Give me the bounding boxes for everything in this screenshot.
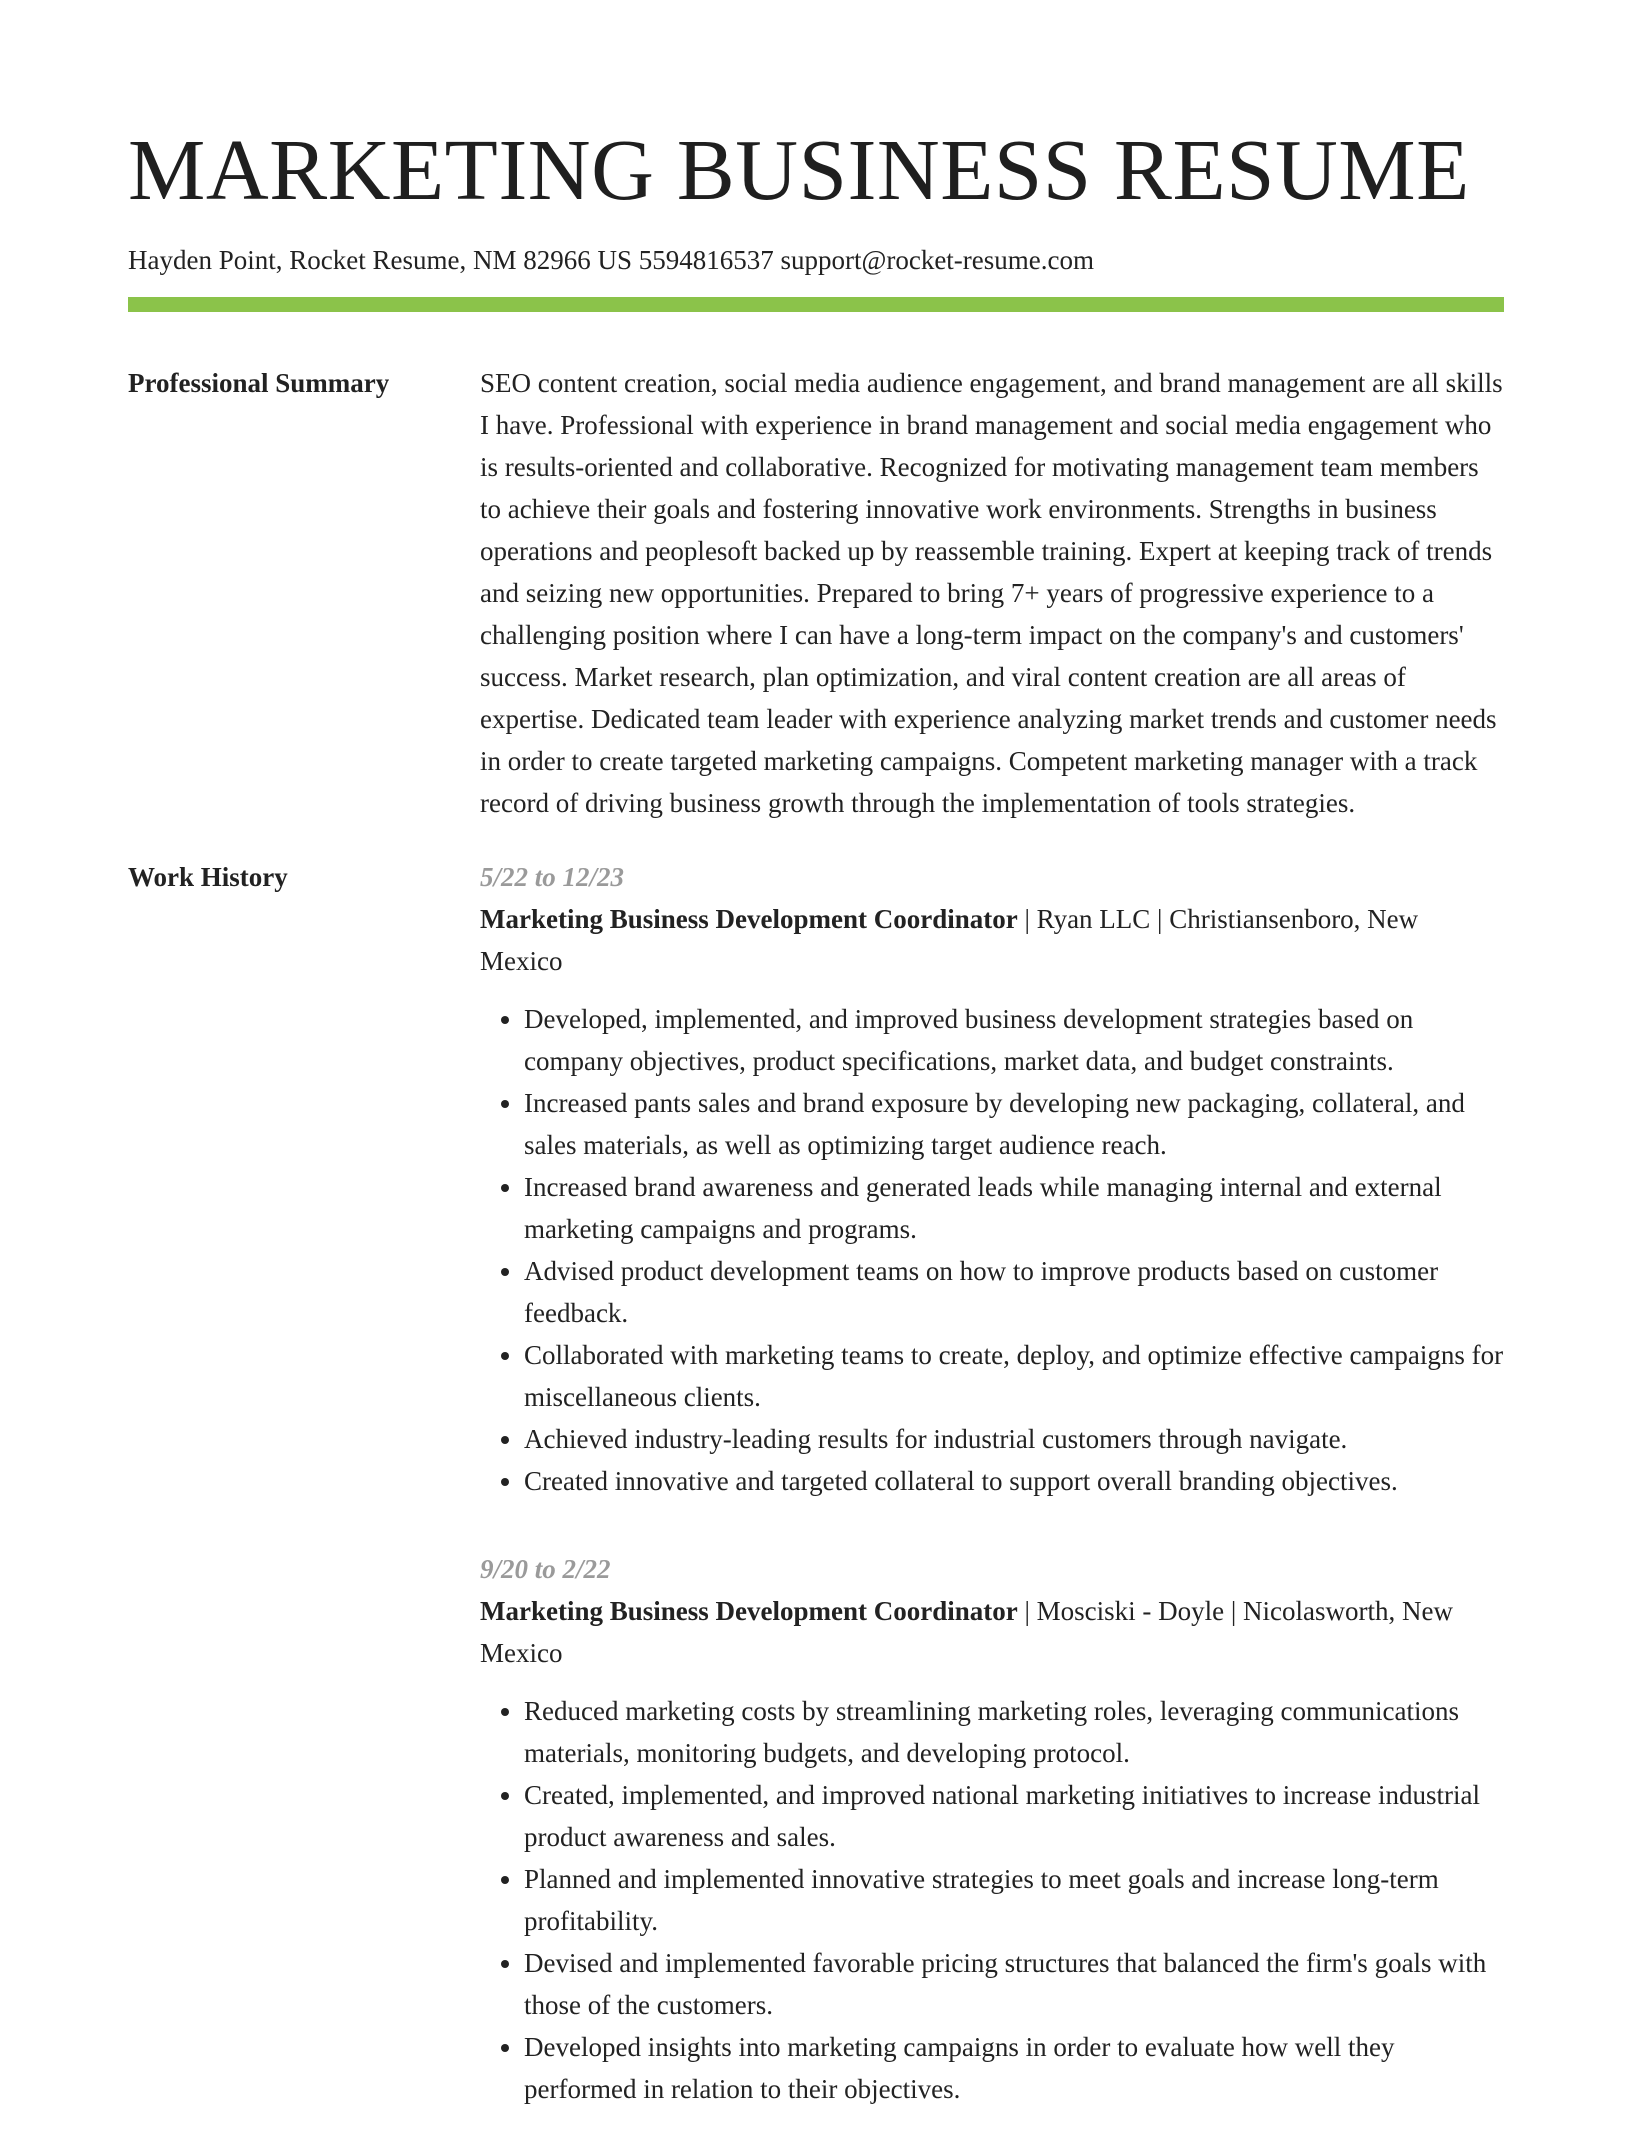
- job-bullet: • Increased brand awareness and generated leads while managing internal and external marketing campaigns and programs.: [524, 1166, 1504, 1250]
- summary-section: [128, 362, 1504, 824]
- job-heading: [480, 1590, 1504, 1674]
- job-bullet: • Achieved industry-leading results for industrial customers through navigate.: [524, 1418, 1504, 1460]
- contact-address: Hayden Point, Rocket Resume, NM 82966 US: [128, 245, 632, 275]
- job-bullet: • Increased pants sales and brand exposure by developing new packaging, collateral, and sales materials, as well as optimizing target audience reach.: [524, 1082, 1504, 1166]
- job-dates: 5/22 to 12/23: [480, 862, 625, 892]
- job-bullet: • Developed insights into marketing campaigns in order to evaluate how well they performed in relation to their objectives.: [524, 2026, 1504, 2110]
- header-divider: [128, 297, 1504, 312]
- work-history-body: [480, 856, 1504, 2156]
- job-bullet: • Collaborated with marketing teams to create, deploy, and optimize effective campaigns for miscellaneous clients.: [524, 1334, 1504, 1418]
- job-bullet: • Created innovative and targeted collateral to support overall branding objectives.: [524, 1460, 1504, 1502]
- job-bullet: • Developed, implemented, and improved business development strategies based on company objectives, product specifications, market data, and budget constraints.: [524, 998, 1504, 1082]
- contact-line: [128, 244, 1504, 276]
- job-bullet: • Advised product development teams on how to improve products based on customer feedback.: [524, 1250, 1504, 1334]
- job-bullet-list: [480, 998, 1504, 1502]
- job-details: | Ryan LLC | Christiansenboro, New Mexico: [480, 904, 1419, 976]
- contact-phone: 5594816537: [638, 245, 774, 275]
- job-details: | Mosciski - Doyle | Nicolasworth, New Mexico: [480, 1596, 1453, 1668]
- job-bullet: • Planned and implemented innovative strategies to meet goals and increase long-term profitability.: [524, 1858, 1504, 1942]
- job-entry: [480, 1548, 1504, 2110]
- job-bullet-list: [480, 1690, 1504, 2110]
- resume-page: [128, 0, 1504, 2156]
- job-heading: [480, 898, 1504, 982]
- work-history-label: Work History: [128, 862, 288, 892]
- job-entry: [480, 856, 1504, 1502]
- summary-text: SEO content creation, social media audience engagement, and brand management are all skills I have. Professional with experience in brand management and social media engagement who is results-oriented and collaborative. Recognized for motivating management team members to achieve their goals and fostering innovative work environments. Strengths in business operations and peoplesoft backed up by reassemble training. Expert at keeping track of trends and seizing new opportunities. Prepared to bring 7+ years of progressive experience to a challenging position where I can have a long-term impact on the company's and customers' success. Market research, plan optimization, and viral content creation are all areas of expertise. Dedicated team leader with experience analyzing market trends and customer needs in order to create targeted marketing campaigns. Competent marketing manager with a track record of driving business growth through the implementation of tools strategies.: [480, 368, 1503, 818]
- summary-label: Professional Summary: [128, 368, 390, 398]
- job-title: Marketing Business Development Coordinator: [480, 1596, 1018, 1626]
- summary-body: [480, 362, 1504, 824]
- job-bullet: • Reduced marketing costs by streamlining marketing roles, leveraging communications materials, monitoring budgets, and developing protocol.: [524, 1690, 1504, 1774]
- job-bullet: • Created, implemented, and improved national marketing initiatives to increase industrial product awareness and sales.: [524, 1774, 1504, 1858]
- resume-title: MARKETING BUSINESS RESUME: [128, 121, 1470, 218]
- work-history-section: [128, 856, 1504, 2156]
- job-title: Marketing Business Development Coordinator: [480, 904, 1018, 934]
- contact-email: support@rocket-resume.com: [780, 245, 1095, 275]
- job-bullet: • Devised and implemented favorable pricing structures that balanced the firm's goals with those of the customers.: [524, 1942, 1504, 2026]
- job-dates: 9/20 to 2/22: [480, 1554, 611, 1584]
